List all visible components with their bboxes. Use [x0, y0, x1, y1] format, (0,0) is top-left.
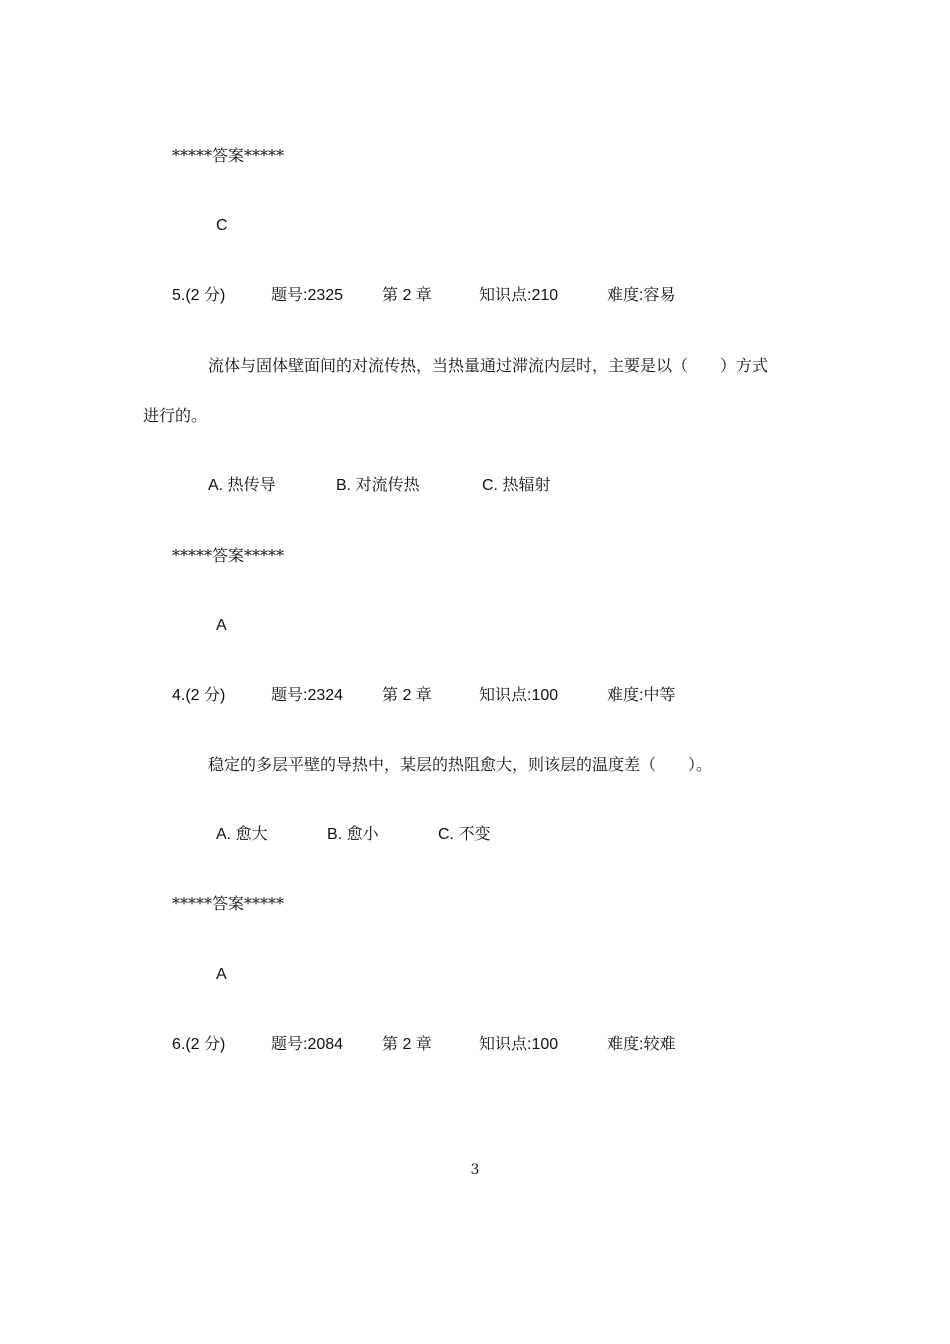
question-id: 题号:2325	[271, 287, 344, 304]
question-text: 流体与固体壁面间的对流传热，当热量通过滞流内层时，主要是以（ ）方式	[208, 356, 769, 375]
option-b: B. 愈小	[327, 826, 379, 843]
answer-marker: *****答案*****	[172, 894, 285, 913]
option-a: A. 愈大	[216, 826, 268, 843]
question-difficulty: 难度:中等	[607, 687, 676, 704]
question-chapter: 第 2 章	[382, 1036, 432, 1053]
question-text-continued: 进行的。	[143, 406, 208, 425]
answer-value: A	[216, 966, 227, 983]
option-c: C. 热辐射	[482, 477, 551, 494]
question-knowledge-point: 知识点:210	[479, 287, 559, 304]
option-a: A. 热传导	[208, 477, 276, 494]
question-knowledge-point: 知识点:100	[479, 1036, 559, 1053]
question-number: 6.(2 分)	[172, 1036, 226, 1053]
answer-marker: *****答案*****	[172, 546, 285, 565]
question-knowledge-point: 知识点:100	[479, 687, 559, 704]
question-chapter: 第 2 章	[382, 687, 432, 704]
question-difficulty: 难度:较难	[607, 1036, 676, 1053]
page-number: 3	[470, 1162, 480, 1178]
answer-marker: *****答案*****	[172, 146, 285, 165]
question-number: 4.(2 分)	[172, 687, 226, 704]
option-c: C. 不变	[438, 826, 491, 843]
question-chapter: 第 2 章	[382, 287, 432, 304]
question-number: 5.(2 分)	[172, 287, 226, 304]
answer-value: A	[216, 617, 227, 634]
question-id: 题号:2324	[271, 687, 344, 704]
option-b: B. 对流传热	[336, 477, 420, 494]
question-text: 稳定的多层平壁的导热中，某层的热阻愈大，则该层的温度差（ ）。	[208, 755, 713, 774]
question-difficulty: 难度:容易	[607, 287, 676, 304]
answer-value: C	[216, 217, 228, 234]
question-id: 题号:2084	[271, 1036, 344, 1053]
